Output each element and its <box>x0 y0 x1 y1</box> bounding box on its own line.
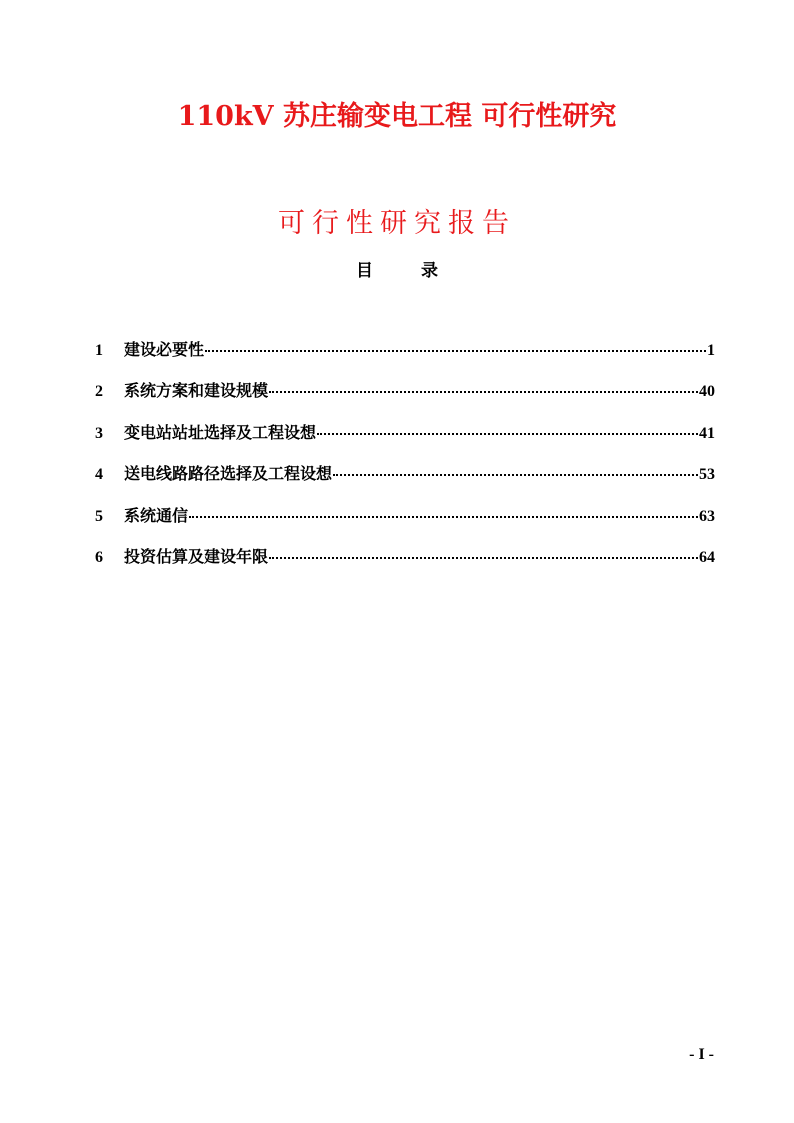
report-subtitle: 可行性研究报告 <box>278 208 516 239</box>
page-number-footer: - I - <box>689 1046 714 1063</box>
toc-entry-page: 40 <box>699 383 715 401</box>
toc-entry-3[interactable] <box>95 420 715 461</box>
toc-heading <box>0 258 794 284</box>
toc-dot-leader <box>333 458 698 476</box>
toc-entry-number: 4 <box>95 466 103 484</box>
toc-heading-right: 录 <box>421 261 438 281</box>
table-of-contents <box>95 337 715 585</box>
toc-entry-label: 系统通信 <box>124 505 189 525</box>
toc-entry-page: 1 <box>707 342 715 359</box>
toc-entry-label: 送电线路路径选择及工程设想 <box>124 464 333 484</box>
toc-dot-leader <box>205 334 706 352</box>
toc-entry-label: 变电站站址选择及工程设想 <box>124 422 317 442</box>
toc-entry-2[interactable] <box>95 378 715 419</box>
toc-entry-number: 5 <box>95 507 103 525</box>
toc-entry-6[interactable] <box>95 544 715 585</box>
toc-entry-number: 2 <box>95 383 103 401</box>
toc-entry-page: 64 <box>699 548 715 566</box>
toc-entry-page: 63 <box>699 507 715 525</box>
toc-entry-label: 系统方案和建设规模 <box>124 381 269 401</box>
document-title: 110kV 苏庄输变电工程 可行性研究 <box>177 101 617 132</box>
toc-dot-leader <box>317 417 698 435</box>
toc-entry-5[interactable] <box>95 503 715 544</box>
toc-entry-1[interactable] <box>95 337 715 378</box>
toc-dot-leader <box>269 541 698 559</box>
toc-entry-page: 53 <box>699 466 715 484</box>
toc-entry-number: 3 <box>95 424 103 442</box>
toc-dot-leader <box>189 500 698 518</box>
toc-entry-label: 建设必要性 <box>124 340 205 359</box>
toc-entry-number: 6 <box>95 548 103 566</box>
toc-dot-leader <box>269 375 698 393</box>
toc-heading-left: 目 <box>356 261 373 281</box>
toc-entry-label: 投资估算及建设年限 <box>124 546 269 566</box>
toc-entry-number: 1 <box>95 342 103 359</box>
toc-entry-4[interactable] <box>95 461 715 502</box>
toc-entry-page: 41 <box>699 424 715 442</box>
